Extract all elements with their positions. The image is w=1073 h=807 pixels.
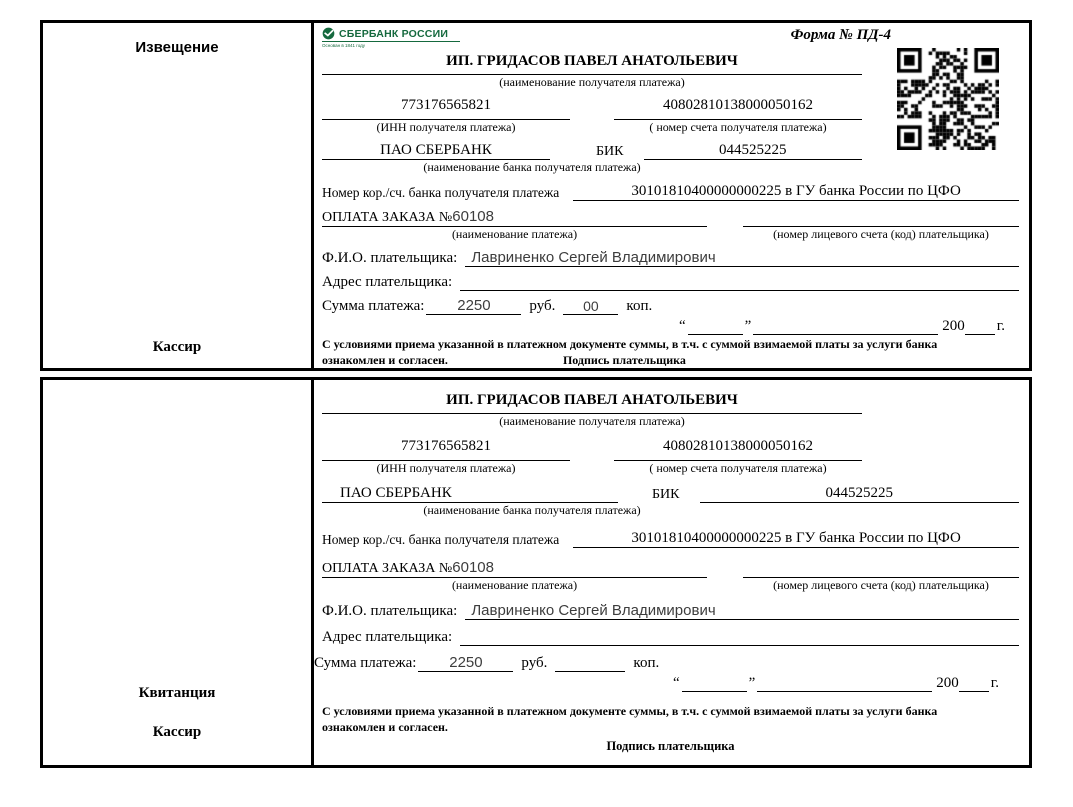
bank-name-caption: (наименование банка получателя платежа) xyxy=(423,160,641,174)
bank-name-caption: (наименование банка получателя платежа) xyxy=(423,503,641,517)
rub-label: руб. xyxy=(529,298,556,314)
sum-kop-field xyxy=(555,671,625,672)
slip-kvitanciya xyxy=(40,377,1032,768)
quote-close: ” xyxy=(748,675,756,691)
inn-account-row xyxy=(322,438,862,461)
year-prefix: 200 xyxy=(936,675,959,691)
form-number-label: Форма № ПД-4 xyxy=(790,27,891,43)
sum-rub-field: 2250 xyxy=(418,654,513,672)
fio-label: Ф.И.О. плательщика: xyxy=(322,250,458,266)
agreement-text-line1: С условиями приема указанной в платежном документе суммы, в т.ч. с суммой взимаемой платы за услуги банка xyxy=(322,337,938,351)
left-column-bottom xyxy=(43,380,314,765)
signature-label: Подпись плательщика xyxy=(562,352,686,367)
sum-label: Сумма платежа: xyxy=(322,298,425,314)
agreement-text-line2: ознакомлен и согласен. xyxy=(322,352,448,367)
slip-izveshchenie xyxy=(40,20,1032,371)
form-body-bottom xyxy=(314,380,1029,765)
date-row xyxy=(322,315,1005,335)
inn-field: 773176565821 xyxy=(322,97,570,120)
inn-field: 773176565821 xyxy=(322,438,570,461)
year-blank xyxy=(965,334,995,335)
payment-sum-row xyxy=(314,650,1019,672)
payer-address-row xyxy=(322,269,1019,291)
order-number: 60108 xyxy=(452,559,494,576)
sum-label: Сумма платежа: xyxy=(314,655,417,671)
address-label: Адрес плательщика: xyxy=(322,274,453,290)
kop-label: коп. xyxy=(626,298,653,314)
date-day-blank xyxy=(682,691,747,692)
payment-name-row xyxy=(322,205,1019,227)
bik-field: 044525225 xyxy=(644,142,863,160)
payment-name-row xyxy=(322,556,1019,578)
date-month-blank xyxy=(757,691,932,692)
payment-prefix: ОПЛАТА ЗАКАЗА № xyxy=(322,561,453,576)
year-suffix: г. xyxy=(990,675,999,691)
quote-open: “ xyxy=(678,318,686,334)
recipient-name-caption: (наименование получателя платежа) xyxy=(499,75,685,89)
left-column-top xyxy=(43,23,314,368)
payer-address-field xyxy=(460,645,1019,646)
form-body-top xyxy=(314,23,1029,368)
sberbank-logo xyxy=(322,27,460,48)
inn-caption: (ИНН получателя платежа) xyxy=(376,120,516,134)
recipient-name: ИП. ГРИДАСОВ ПАВЕЛ АНАТОЛЬЕВИЧ xyxy=(322,392,862,414)
cashier-label-top: Кассир xyxy=(152,339,202,355)
section-title-kvitanciya: Квитанция xyxy=(138,685,216,701)
account-field: 40802810138000050162 xyxy=(614,97,862,120)
rub-label: руб. xyxy=(521,655,548,671)
korr-account-row xyxy=(322,179,1019,201)
payer-code-caption: (номер лицевого счета (код) плательщика) xyxy=(773,227,989,241)
agreement-text-line1: С условиями приема указанной в платежном документе суммы, в т.ч. с суммой взимаемой платы за услуги банка xyxy=(322,704,938,718)
payer-code-caption: (номер лицевого счета (код) плательщика) xyxy=(773,578,989,592)
payer-address-row xyxy=(322,624,1019,646)
korr-label: Номер кор./сч. банка получателя платежа xyxy=(322,185,560,200)
section-title-izveshchenie: Извещение xyxy=(135,39,219,56)
korr-field: 30101810400000000225 в ГУ банка России по ЦФО xyxy=(573,530,1019,548)
payer-code-field xyxy=(743,559,1019,578)
account-caption: ( номер счета получателя платежа) xyxy=(649,461,827,475)
year-blank xyxy=(959,691,989,692)
bik-field: 044525225 xyxy=(700,485,1020,503)
inn-account-row xyxy=(322,97,862,120)
bik-label: БИК xyxy=(652,487,680,502)
kop-label: коп. xyxy=(633,655,660,671)
bank-name-field: ПАО СБЕРБАНК xyxy=(322,485,618,503)
payment-name-field xyxy=(322,559,707,578)
payer-name-field: Лавриненко Сергей Владимирович xyxy=(465,249,1019,267)
quote-close: ” xyxy=(744,318,752,334)
payment-prefix: ОПЛАТА ЗАКАЗА № xyxy=(322,210,453,225)
payer-code-field xyxy=(743,208,1019,227)
year-prefix: 200 xyxy=(942,318,965,334)
account-caption: ( номер счета получателя платежа) xyxy=(649,120,827,134)
payment-sum-row xyxy=(322,293,1019,315)
payer-address-field xyxy=(460,290,1019,291)
payer-name-row xyxy=(322,245,1019,267)
bank-bik-row xyxy=(322,481,1019,503)
sberbank-emblem-icon xyxy=(322,27,335,40)
recipient-name-caption: (наименование получателя платежа) xyxy=(499,414,685,428)
payer-name-field: Лавриненко Сергей Владимирович xyxy=(465,602,1019,620)
payment-name-caption: (наименование платежа) xyxy=(451,227,578,241)
date-month-blank xyxy=(753,334,938,335)
korr-account-row xyxy=(322,526,1019,548)
inn-caption: (ИНН получателя платежа) xyxy=(376,461,516,475)
korr-label: Номер кор./сч. банка получателя платежа xyxy=(322,532,560,547)
payer-name-row xyxy=(322,598,1019,620)
date-row xyxy=(322,672,999,692)
sberbank-logo-text: СБЕРБАНК РОССИИ xyxy=(339,27,449,40)
date-day-blank xyxy=(688,334,743,335)
bik-label: БИК xyxy=(596,144,624,159)
payment-name-field xyxy=(322,208,707,227)
payment-name-caption: (наименование платежа) xyxy=(451,578,578,592)
fio-label: Ф.И.О. плательщика: xyxy=(322,603,458,619)
signature-label: Подпись плательщика xyxy=(606,739,735,754)
address-label: Адрес плательщика: xyxy=(322,629,453,645)
cashier-label-bottom: Кассир xyxy=(152,724,202,740)
order-number: 60108 xyxy=(452,208,494,225)
korr-field: 30101810400000000225 в ГУ банка России по ЦФО xyxy=(573,183,1019,201)
agreement-text-line2: ознакомлен и согласен. xyxy=(322,719,448,734)
sum-kop-field: 00 xyxy=(563,298,618,315)
year-suffix: г. xyxy=(996,318,1005,334)
sum-rub-field: 2250 xyxy=(426,297,521,315)
bank-bik-row xyxy=(322,138,862,160)
qr-code xyxy=(897,48,999,150)
bank-name-field: ПАО СБЕРБАНК xyxy=(322,142,550,160)
account-field: 40802810138000050162 xyxy=(614,438,862,461)
sberbank-tagline: Основан в 1841 году xyxy=(322,43,366,48)
recipient-name: ИП. ГРИДАСОВ ПАВЕЛ АНАТОЛЬЕВИЧ xyxy=(322,53,862,75)
quote-open: “ xyxy=(672,675,680,691)
